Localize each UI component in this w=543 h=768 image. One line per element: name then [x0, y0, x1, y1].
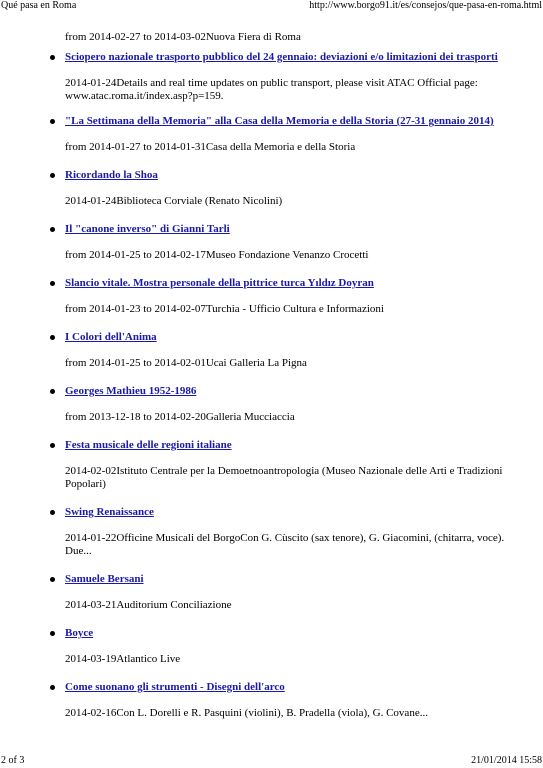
bullet-icon [50, 685, 55, 690]
header-page-title: Qué pasa en Roma [1, 0, 77, 11]
bullet-icon [50, 119, 55, 124]
event-item-sciopero [0, 50, 543, 103]
bullet-icon [50, 389, 55, 394]
event-link-sciopero[interactable]: Sciopero nazionale trasporto pubblico del 24 gennaio: deviazioni e/o limitazioni dei trasporti [65, 51, 498, 63]
event-item-come-suonano [0, 680, 543, 720]
event-item-canone-inverso [0, 222, 543, 276]
bullet-icon [50, 577, 55, 582]
event-link-colori-anima[interactable]: I Colori dell'Anima [65, 331, 157, 343]
event-item-colori-anima [0, 330, 543, 384]
bullet-icon [50, 227, 55, 232]
event-item-swing-renaissance [0, 505, 543, 572]
event-desc: from 2014-01-27 to 2014-01-31Casa della Memoria e della Storia [65, 141, 356, 153]
event-item-boyce [0, 626, 543, 680]
bullet-icon [50, 173, 55, 178]
event-link-boyce[interactable]: Boyce [65, 627, 94, 639]
event-item-slancio-vitale [0, 276, 543, 330]
event-list [0, 50, 543, 720]
bullet-icon [50, 631, 55, 636]
event-desc: 2014-03-21Auditorium Conciliazione [65, 599, 232, 611]
event-list-content [0, 30, 543, 720]
event-desc: 2014-01-24Biblioteca Corviale (Renato Nicolini) [65, 195, 283, 207]
event-desc: 2014-03-19Atlantico Live [65, 653, 181, 665]
event-link-canone-inverso[interactable]: Il "canone inverso" di Gianni Tarli [65, 223, 230, 235]
event-desc: 2014-01-24Details and real time updates on public transport, please visit ATAC Official page: www.atac.roma.it/index.asp?p=159. [65, 77, 478, 102]
bullet-icon [50, 510, 55, 515]
event-desc: from 2014-01-25 to 2014-02-17Museo Fondazione Venanzo Crocetti [65, 249, 369, 261]
event-link-georges-mathieu[interactable]: Georges Mathieu 1952-1986 [65, 385, 197, 397]
event-item-ricordando-shoa [0, 168, 543, 222]
event-desc: 2014-02-02Istituto Centrale per la Demoetnoantropologia (Museo Nazionale delle Arti e Tradizioni Popolari) [65, 465, 503, 490]
event-desc: from 2014-01-25 to 2014-02-01Ucai Galleria La Pigna [65, 357, 307, 369]
event-desc: from 2013-12-18 to 2014-02-20Galleria Mucciaccia [65, 411, 295, 423]
event-item-settimana-memoria [0, 114, 543, 168]
event-link-festa-musicale[interactable]: Festa musicale delle regioni italiane [65, 439, 232, 451]
footer-page-number: 2 of 3 [1, 755, 25, 766]
event-desc: from 2014-01-23 to 2014-02-07Turchia - Ufficio Cultura e Informazioni [65, 303, 384, 315]
event-item-festa-musicale [0, 438, 543, 505]
event-link-settimana-memoria[interactable]: "La Settimana della Memoria" alla Casa della Memoria e della Storia (27-31 gennaio 2014) [65, 115, 494, 127]
footer-timestamp: 21/01/2014 15:58 [471, 755, 542, 766]
event-item-samuele-bersani [0, 572, 543, 626]
bullet-icon [50, 55, 55, 60]
event-link-ricordando-shoa[interactable]: Ricordando la Shoa [65, 169, 158, 181]
bullet-icon [50, 443, 55, 448]
event-desc: 2014-01-22Officine Musicali del BorgoCon G. Cùscito (sax tenore), G. Giacomini, (chitarra, voce). Due... [65, 532, 505, 557]
bullet-icon [50, 281, 55, 286]
event-item-georges-mathieu [0, 384, 543, 438]
event-link-swing-renaissance[interactable]: Swing Renaissance [65, 506, 154, 518]
event-link-samuele-bersani[interactable]: Samuele Bersani [65, 573, 144, 585]
event-desc: 2014-02-16Con L. Dorelli e R. Pasquini (violini), B. Pradella (viola), G. Covane... [65, 707, 428, 719]
event-link-slancio-vitale[interactable]: Slancio vitale. Mostra personale della pittrice turca Yıldız Doyran [65, 277, 374, 289]
header-url: http://www.borgo91.it/es/consejos/que-pasa-en-roma.html [309, 0, 542, 11]
continued-event-desc: from 2014-02-27 to 2014-03-02Nuova Fiera di Roma [65, 31, 301, 43]
bullet-icon [50, 335, 55, 340]
event-link-come-suonano[interactable]: Come suonano gli strumenti - Disegni dell'arco [65, 681, 285, 693]
